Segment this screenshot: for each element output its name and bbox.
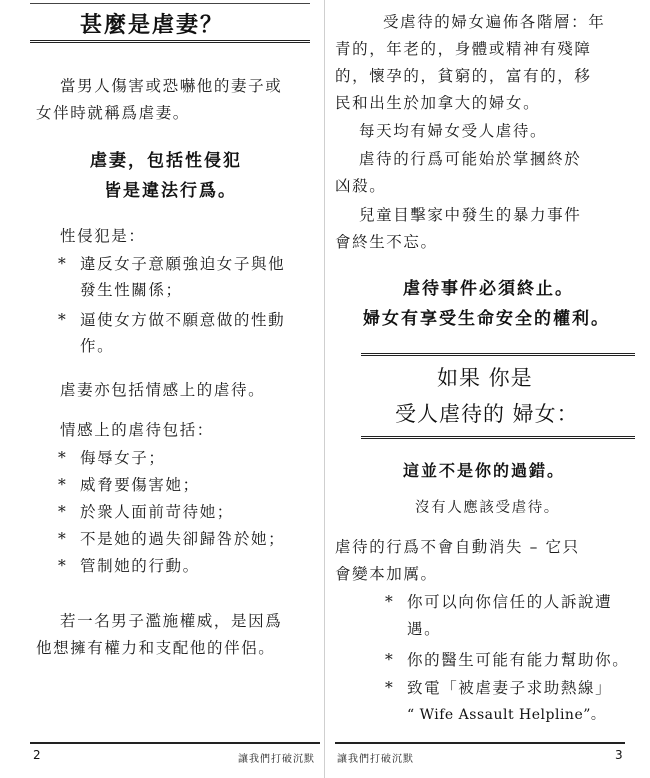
callout-line: 虐妻，包括性侵犯 bbox=[90, 151, 242, 171]
list-item: * 違反女子意願強迫女子與他 bbox=[58, 255, 286, 273]
closing-line: 他想擁有權力和支配他的伴侶。 bbox=[36, 639, 276, 657]
no-one-deserves: 沒有人應該受虐待。 bbox=[415, 500, 560, 516]
escalation-line: 會變本加厲。 bbox=[335, 565, 438, 583]
section-label: 性侵犯是： bbox=[60, 227, 146, 245]
intro-line: 凶殺。 bbox=[335, 177, 387, 195]
intro-line: 每天均有婦女受人虐待。 bbox=[359, 122, 548, 140]
callout-line: 皆是違法行爲。 bbox=[104, 181, 237, 201]
statement: 虐妻亦包括情感上的虐待。 bbox=[60, 381, 266, 399]
page-number: 3 bbox=[615, 748, 623, 762]
page-heading: 甚麼是虐妻？ bbox=[80, 12, 225, 38]
intro-line: 青的，年老的，身體或精神有殘障 bbox=[335, 40, 592, 58]
footer-text: 讓我們打破沉默 bbox=[238, 754, 315, 765]
intro-line: 會終生不忘。 bbox=[335, 233, 438, 251]
section-heading: 受人虐待的 婦女： bbox=[395, 402, 579, 426]
asterisk-bullet-icon: * bbox=[58, 449, 68, 467]
asterisk-bullet-icon: * bbox=[385, 679, 395, 697]
callout-line: 虐待事件必須終止。 bbox=[403, 279, 574, 299]
section-label: 情感上的虐待包括： bbox=[60, 421, 214, 439]
list-item: * 於衆人面前苛待她； bbox=[58, 503, 234, 521]
footer-rule bbox=[335, 742, 625, 744]
asterisk-bullet-icon: * bbox=[385, 593, 395, 611]
intro-line: 受虐待的婦女遍佈各階層：年 bbox=[383, 13, 606, 31]
top-rule bbox=[30, 3, 310, 4]
list-item: * 致電「被虐妻子求助熱線」 bbox=[385, 679, 613, 697]
list-item: * 威脅要傷害她； bbox=[58, 476, 200, 494]
list-item: * 逼使女方做不願意做的性動 bbox=[58, 311, 286, 329]
list-item: * 管制她的行動。 bbox=[58, 557, 200, 575]
asterisk-bullet-icon: * bbox=[385, 651, 395, 669]
intro-line: 兒童目擊家中發生的暴力事件 bbox=[359, 206, 582, 224]
intro-line: 虐待的行爲可能始於掌摑終於 bbox=[359, 150, 582, 168]
asterisk-bullet-icon: * bbox=[58, 255, 68, 273]
list-item-continuation: 遇。 bbox=[407, 620, 442, 638]
right-page bbox=[325, 0, 650, 778]
heading-rule bbox=[361, 353, 635, 359]
heading-rule bbox=[361, 436, 635, 442]
asterisk-bullet-icon: * bbox=[58, 503, 68, 521]
closing-line: 若一名男子濫施權威，是因爲 bbox=[60, 612, 283, 630]
asterisk-bullet-icon: * bbox=[58, 311, 68, 329]
footer-rule bbox=[30, 742, 320, 744]
list-item-continuation: 作。 bbox=[80, 337, 115, 355]
callout-line: 婦女有享受生命安全的權利。 bbox=[363, 309, 610, 329]
list-item-continuation: 發生性關係； bbox=[80, 281, 183, 299]
asterisk-bullet-icon: * bbox=[58, 530, 68, 548]
intro-line: 當男人傷害或恐嚇他的妻子或 bbox=[60, 77, 283, 95]
heading-rule bbox=[30, 40, 310, 46]
intro-line: 民和出生於加拿大的婦女。 bbox=[335, 94, 541, 112]
not-your-fault: 這並不是你的過錯。 bbox=[403, 461, 566, 480]
section-heading: 如果 你是 bbox=[437, 366, 533, 390]
list-item: * 你的醫生可能有能力幫助你。 bbox=[385, 651, 630, 669]
list-item: * 不是她的過失卻歸咎於她； bbox=[58, 530, 286, 548]
list-item: * 侮辱女子； bbox=[58, 449, 166, 467]
intro-line: 女伴時就稱爲虐妻。 bbox=[36, 104, 190, 122]
asterisk-bullet-icon: * bbox=[58, 557, 68, 575]
list-item: * 你可以向你信任的人訴說遭 bbox=[385, 593, 613, 611]
footer-text: 讓我們打破沉默 bbox=[337, 754, 414, 765]
escalation-line: 虐待的行爲不會自動消失 – 它只 bbox=[335, 538, 580, 556]
page-number: 2 bbox=[33, 748, 41, 762]
intro-line: 的，懷孕的，貧窮的，富有的，移 bbox=[335, 67, 592, 85]
list-item-continuation: “ Wife Assault Helpline”。 bbox=[407, 707, 606, 723]
asterisk-bullet-icon: * bbox=[58, 476, 68, 494]
